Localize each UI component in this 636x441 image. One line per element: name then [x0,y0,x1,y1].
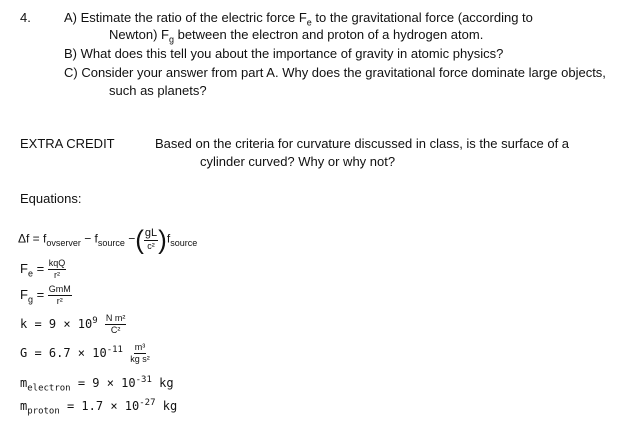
part-a-line2-start: Newton) F [109,27,169,42]
gravity-numerator: GmM [48,284,71,294]
k-text: k = 9 × 10 [20,317,93,331]
proton-mass-value: = 1.7 × 10 [59,399,140,413]
doppler-sub-observer: ovserver [46,238,81,249]
doppler-sub-source: source [97,238,125,249]
proton-mass [20,398,177,416]
g-constant [20,343,150,364]
doppler-tail: f [166,231,171,246]
k-constant [20,314,126,335]
electron-mass-label: m [20,376,28,390]
electric-force-equation [20,259,66,280]
doppler-dash: − [124,231,136,246]
gravity-sub: g [27,294,33,305]
gravity-denominator: r² [56,296,63,306]
proton-mass-unit: kg [155,399,178,413]
extra-credit-line2: cylinder curved? Why or why not? [200,154,396,169]
doppler-minus: − f [80,231,98,246]
doppler-denominator: c² [147,241,155,251]
part-a-line2-end: between the electron and proton of a hydrogen atom. [173,27,484,42]
proton-mass-exponent: -27 [139,398,156,408]
extra-credit-line1: Based on the criteria for curvature discussed in class, is the surface of a [155,136,570,151]
electric-lhs: F [20,260,28,276]
part-b: B) What does this tell you about the importance of gravity in atomic physics? [64,46,504,61]
part-a-text: A) Estimate the ratio of the electric force F [64,10,307,25]
electric-fraction [48,259,67,280]
gravity-eq: = [32,286,48,302]
left-paren: ( [135,224,144,255]
part-a-text-end: to the gravitational force (according to [311,10,533,25]
gravity-equation [20,285,72,306]
k-exponent: 9 [92,316,98,326]
gravity-fraction [48,285,72,306]
electric-sub: e [27,268,33,279]
doppler-fraction [144,228,158,251]
k-unit-numerator: N m² [105,313,126,323]
proton-mass-label: m [20,399,28,413]
electric-numerator: kqQ [48,258,66,268]
subscript-g: g [168,34,174,45]
question-number: 4. [20,10,31,25]
part-a-line2 [109,27,483,45]
subscript-e: e [306,17,312,28]
electron-mass-exponent: -31 [135,375,152,385]
equations-heading: Equations: [20,191,82,206]
right-paren: ) [158,224,167,255]
g-unit-denominator: kg s² [130,354,150,364]
g-unit-numerator: m³ [134,342,146,352]
electric-eq: = [32,260,48,276]
electron-mass [20,375,174,393]
gravity-lhs: F [20,286,28,302]
g-exponent: -11 [106,345,123,355]
k-unit-denominator: C² [110,325,121,335]
extra-credit-label: EXTRA CREDIT [20,136,115,151]
doppler-sub-source-2: source [170,238,198,249]
doppler-numerator: gL [144,227,158,239]
electron-mass-unit: kg [151,376,174,390]
part-c-line2: such as planets? [109,83,207,98]
g-text: G = 6.7 × 10 [20,346,107,360]
g-unit-fraction [130,343,150,364]
part-a-line1 [64,10,533,28]
proton-mass-sub: proton [27,406,60,417]
k-unit-fraction [105,314,127,335]
part-c-line1: C) Consider your answer from part A. Why does the gravitational force dominate large objects, [64,65,606,80]
electric-denominator: r² [54,270,61,280]
electron-mass-value: = 9 × 10 [70,376,136,390]
electron-mass-sub: electron [27,383,71,394]
doppler-lhs: Δf = f [18,231,47,246]
doppler-equation [18,224,198,255]
